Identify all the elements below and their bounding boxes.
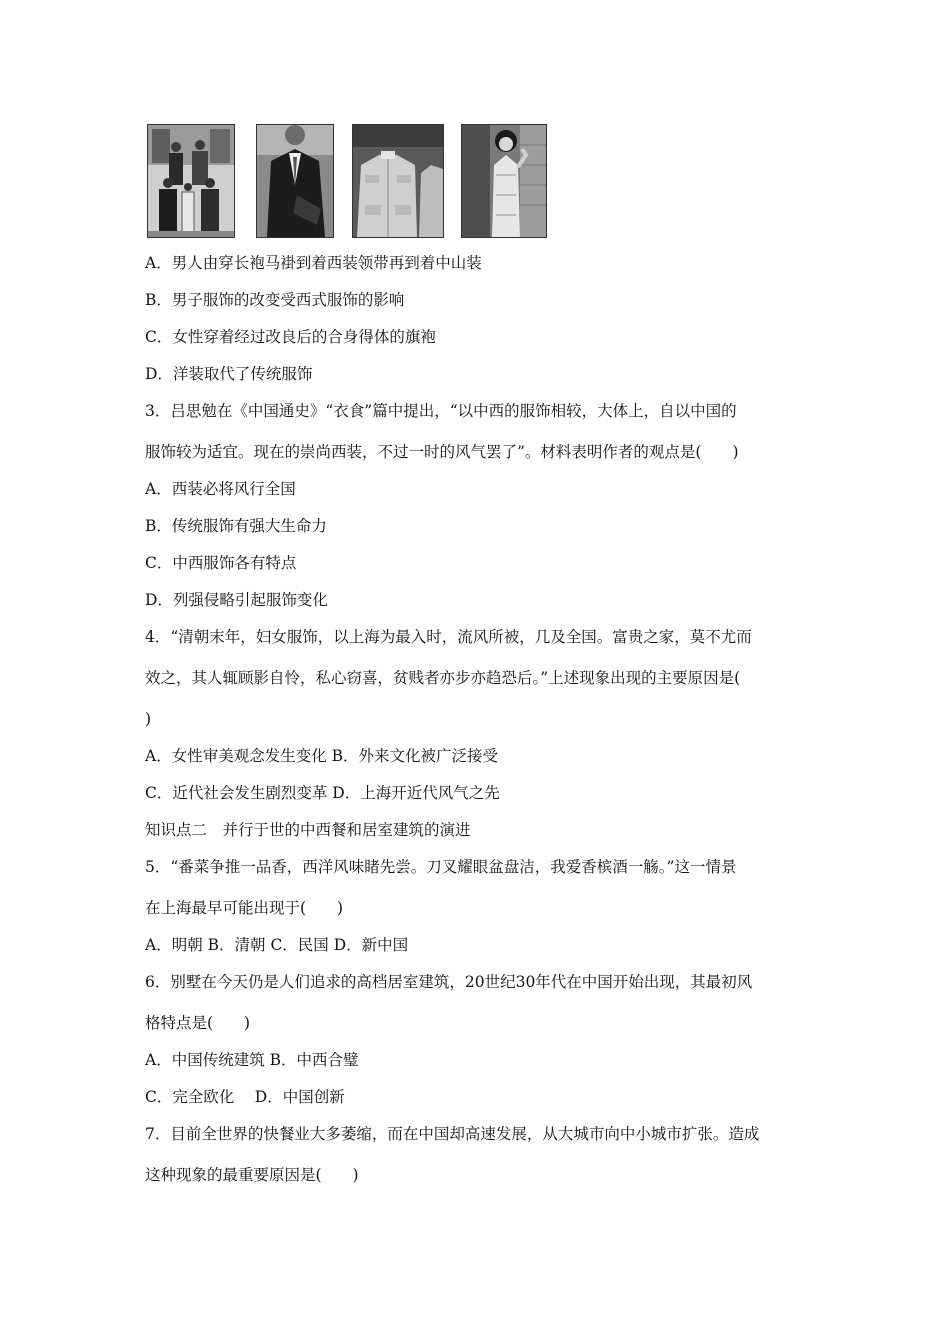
question-3-line-2: 服饰较为适宜。现在的崇尚西装，不过一时的风气罢了”。材料表明作者的观点是( ) (145, 443, 739, 461)
western-suit-photo-icon (256, 124, 334, 238)
qipao-woman-photo-icon (461, 124, 547, 238)
q3-option-b: B．传统服饰有强大生命力 (145, 517, 327, 535)
family-group-photo-icon (147, 124, 235, 238)
question-4-line-1: 4．“清朝末年，妇女服饰，以上海为最入时，流风所被，几及全国。富贵之家，莫不尤而 (145, 628, 752, 646)
question-6-line-2: 格特点是( ) (145, 1014, 251, 1032)
question-7-line-1: 7．目前全世界的快餐业大多萎缩，而在中国却高速发展，从大城市向中小城市扩张。造成 (145, 1125, 760, 1143)
q3-option-a: A．西装必将风行全国 (145, 480, 296, 498)
zhongshan-suit-photo-icon (352, 124, 444, 238)
question-5-line-2: 在上海最早可能出现于( ) (145, 899, 344, 917)
question-6-line-1: 6．别墅在今天仍是人们追求的高档居室建筑，20世纪30年代在中国开始出现，其最初风 (145, 973, 753, 991)
option-a: A．男人由穿长袍马褂到着西装领带再到着中山装 (145, 254, 482, 272)
question-4-line-2: 效之，其人辄顾影自怜，私心窃喜，贫贱者亦步亦趋恐后。”上述现象出现的主要原因是( (145, 669, 741, 687)
q4-options-cd: C．近代社会发生剧烈变革 D．上海开近代风气之先 (145, 784, 500, 802)
q3-option-d: D．列强侵略引起服饰变化 (145, 591, 328, 609)
q4-options-ab: A．女性审美观念发生变化 B．外来文化被广泛接受 (145, 747, 499, 765)
option-c: C．女性穿着经过改良后的合身得体的旗袍 (145, 328, 436, 346)
question-5-line-1: 5．“番菜争推一品香，西洋风味睹先尝。刀叉耀眼盆盘洁，我爱香槟酒一觞。”这一情景 (145, 858, 737, 876)
q3-option-c: C．中西服饰各有特点 (145, 554, 297, 572)
q6-options-cd: C．完全欧化 D．中国创新 (145, 1088, 345, 1106)
q5-options: A．明朝 B．清朝 C．民国 D．新中国 (145, 936, 409, 954)
section-heading: 知识点二 并行于世的中西餐和居室建筑的演进 (145, 821, 471, 839)
question-3-line-1: 3．吕思勉在《中国通史》“衣食”篇中提出，“以中西的服饰相较，大体上，自以中国的 (145, 402, 737, 420)
question-7-line-2: 这种现象的最重要原因是( ) (145, 1166, 359, 1184)
option-b: B．男子服饰的改变受西式服饰的影响 (145, 291, 405, 309)
question-4-line-3: ) (145, 710, 152, 728)
q6-options-ab: A．中国传统建筑 B．中西合璧 (145, 1051, 359, 1069)
option-d: D．洋装取代了传统服饰 (145, 365, 313, 383)
